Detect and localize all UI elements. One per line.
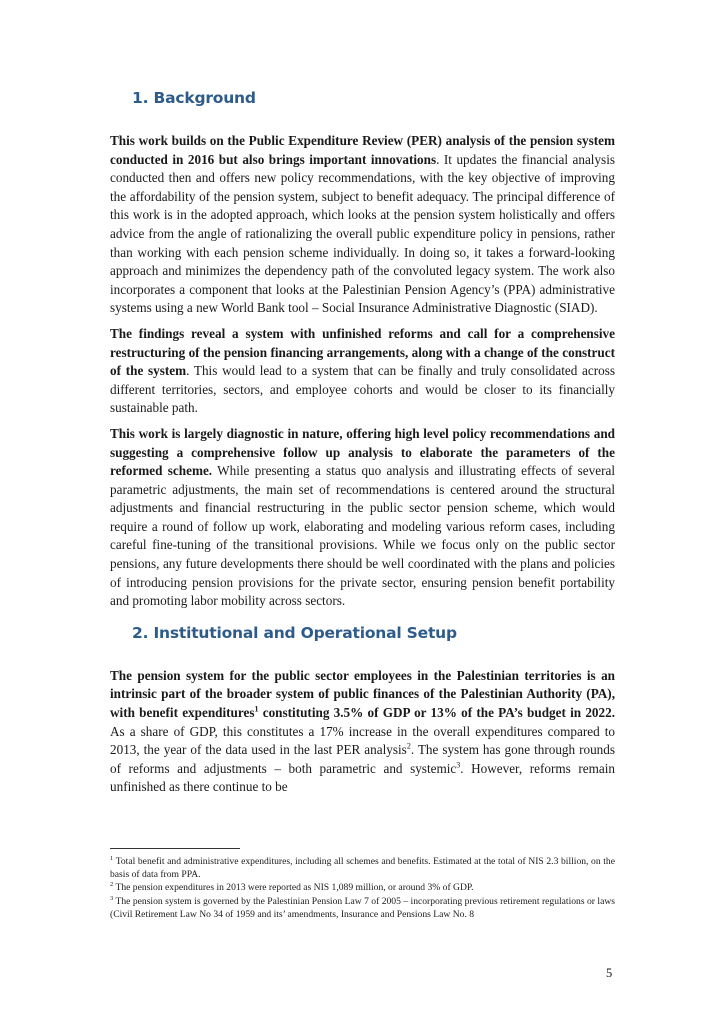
paragraph-background-3 xyxy=(110,425,615,611)
paragraph-text: While presenting a status quo analysis and illustrating effects of several parametric adjustments, the main set of recommendations is centered around the structural adjustments and financial restructuring in the public sector pension scheme, which would require a round of follow up work, elaborating and modeling various reform cases, including careful fine-tuning of the transitional provisions. While we focus only on the public sector pensions, any future developments there should be well coordinated with the plans and policies of introducing pension provisions for the private sector, ensuring pension benefit portability and promoting labor mobility across sectors. xyxy=(110,463,616,609)
footnote-text: Total benefit and administrative expenditures, including all schemes and benefits. Estimated at the total of NIS 2.3 billion, on the basis of data from PPA. xyxy=(110,856,615,881)
footnote-number: 1 xyxy=(110,854,114,862)
bold-text-part-b: constituting 3.5% of GDP or 13% of the PA’s budget in 2022. xyxy=(258,705,616,721)
footnote-1 xyxy=(110,855,615,881)
paragraph-text-c: . However, reforms remain unfinished as there continue to be xyxy=(110,760,615,795)
section-heading-background: 1. Background xyxy=(132,89,256,107)
footnote-ref-1[interactable]: 1 xyxy=(254,704,259,714)
paragraph-background-2 xyxy=(110,325,615,418)
footnotes-section xyxy=(110,848,615,921)
paragraph-text-b: . The system has gone through rounds of reforms and adjustments – both parametric and systemic xyxy=(110,742,615,776)
footnote-2 xyxy=(110,881,615,894)
paragraph-text-a: As a share of GDP, this constitutes a 17% increase in the overall expenditures compared to 2013, the year of the data used in the last PER analysis xyxy=(110,723,615,758)
paragraph-lead-bold: This work is largely diagnostic in nature, offering high level policy recommendations and suggesting a comprehensive follow up analysis to elaborate the parameters of the reformed scheme. xyxy=(110,425,615,479)
paragraph-lead-bold xyxy=(110,668,615,720)
paragraph-background-1 xyxy=(110,132,615,318)
paragraph-lead-bold: This work builds on the Public Expenditure Review (PER) analysis of the pension system conducted in 2016 but also brings important innovations xyxy=(110,133,615,167)
bold-text-part-a: The pension system for the public sector employees in the Palestinian territories is an intrinsic part of the broader system of public finances of the Palestinian Authority (PA), with benefit expenditures xyxy=(110,667,615,721)
footnote-ref-2[interactable]: 2 xyxy=(406,741,411,751)
footnote-3 xyxy=(110,895,615,921)
paragraph-institutional-1 xyxy=(110,667,615,797)
footnote-ref-3[interactable]: 3 xyxy=(456,760,461,770)
section-heading-institutional-setup: 2. Institutional and Operational Setup xyxy=(132,623,457,642)
footnote-number: 2 xyxy=(110,881,114,889)
paragraph-text: . This would lead to a system that can be finally and truly consolidated across different territories, sectors, and employee cohorts and would be closer to its financially sustainable path. xyxy=(110,363,615,416)
page-body xyxy=(110,86,615,804)
page-number: 5 xyxy=(606,966,613,980)
paragraph-text: . It updates the financial analysis conducted then and offers new policy recommendations, with the key objective of improving the affordability of the pension system, subject to benefit adequacy. The principal difference of this work is in the adopted approach, which looks at the pension system holistically and offers advice from the angle of rationalizing the overall public expenditure policy in pensions, rather than working with each pension scheme individually. In doing so, it takes a forward-looking approach and minimizes the dependency path of the convoluted legacy system. The work also incorporates a component that looks at the Palestinian Pension Agency’s (PPA) administrative systems using a new World Bank tool – Social Insurance Administrative Diagnostic (SIAD). xyxy=(110,151,615,316)
footnote-separator xyxy=(110,848,240,849)
paragraph-lead-bold: The findings reveal a system with unfinished reforms and call for a comprehensive restructuring of the pension financing arrangements, along with a change of the construct of the system xyxy=(110,325,615,379)
footnote-text: The pension system is governed by the Palestinian Pension Law 7 of 2005 – incorporating previous retirement regulations or laws (Civil Retirement Law No 34 of 1959 and its’ amendments, Insurance and Pensions Law No. 8 xyxy=(110,895,615,920)
footnote-number: 3 xyxy=(110,894,114,902)
footnote-text: The pension expenditures in 2013 were reported as NIS 1,089 million, or around 3% of GDP. xyxy=(113,882,474,894)
